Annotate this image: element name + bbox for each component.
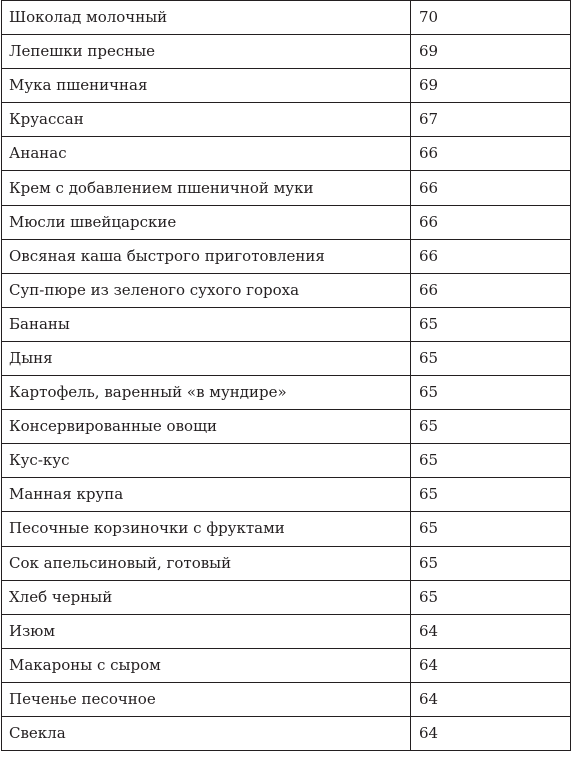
index-value-cell: 64 [411,614,571,648]
table-row [2,239,571,273]
index-value-cell: 66 [411,171,571,205]
product-name-cell: Круассан [2,103,411,137]
table-row [2,273,571,307]
table-row [2,648,571,682]
product-name-cell: Консервированные овощи [2,410,411,444]
table-body [2,1,571,751]
index-value-cell: 66 [411,137,571,171]
index-value-cell: 64 [411,716,571,750]
table-row [2,69,571,103]
product-name-cell: Изюм [2,614,411,648]
table-row [2,137,571,171]
index-value-cell: 66 [411,273,571,307]
product-name-cell: Печенье песочное [2,682,411,716]
table-row [2,512,571,546]
index-value-cell: 69 [411,69,571,103]
index-value-cell: 64 [411,682,571,716]
product-name-cell: Свекла [2,716,411,750]
table-row [2,444,571,478]
index-value-cell: 69 [411,35,571,69]
table-row [2,546,571,580]
product-name-cell: Ананас [2,137,411,171]
product-name-cell: Кус-кус [2,444,411,478]
table-row [2,716,571,750]
product-name-cell: Манная крупа [2,478,411,512]
index-value-cell: 66 [411,205,571,239]
product-name-cell: Дыня [2,341,411,375]
product-name-cell: Мюсли швейцарские [2,205,411,239]
product-name-cell: Суп-пюре из зеленого сухого гороха [2,273,411,307]
product-name-cell: Лепешки пресные [2,35,411,69]
table-row [2,171,571,205]
index-value-cell: 65 [411,478,571,512]
product-name-cell: Макароны с сыром [2,648,411,682]
index-value-cell: 65 [411,376,571,410]
product-name-cell: Мука пшеничная [2,69,411,103]
table-row [2,35,571,69]
index-value-cell: 65 [411,512,571,546]
product-name-cell: Сок апельсиновый, готовый [2,546,411,580]
table-row [2,205,571,239]
product-name-cell: Картофель, варенный «в мундире» [2,376,411,410]
product-name-cell: Крем с добавлением пшеничной муки [2,171,411,205]
index-value-cell: 65 [411,410,571,444]
index-value-cell: 65 [411,580,571,614]
table-row [2,478,571,512]
product-name-cell: Хлеб черный [2,580,411,614]
index-value-cell: 66 [411,239,571,273]
index-value-cell: 65 [411,307,571,341]
index-value-cell: 65 [411,444,571,478]
table-row [2,103,571,137]
table-row [2,682,571,716]
index-value-cell: 65 [411,341,571,375]
table-row [2,614,571,648]
index-value-cell: 65 [411,546,571,580]
glycemic-index-table [1,0,571,751]
table-row [2,1,571,35]
product-name-cell: Шоколад молочный [2,1,411,35]
product-name-cell: Песочные корзиночки с фруктами [2,512,411,546]
table-row [2,410,571,444]
table-row [2,341,571,375]
product-name-cell: Бананы [2,307,411,341]
index-value-cell: 70 [411,1,571,35]
table-row [2,307,571,341]
table-row [2,580,571,614]
product-name-cell: Овсяная каша быстрого приготовления [2,239,411,273]
index-value-cell: 67 [411,103,571,137]
index-value-cell: 64 [411,648,571,682]
table-row [2,376,571,410]
